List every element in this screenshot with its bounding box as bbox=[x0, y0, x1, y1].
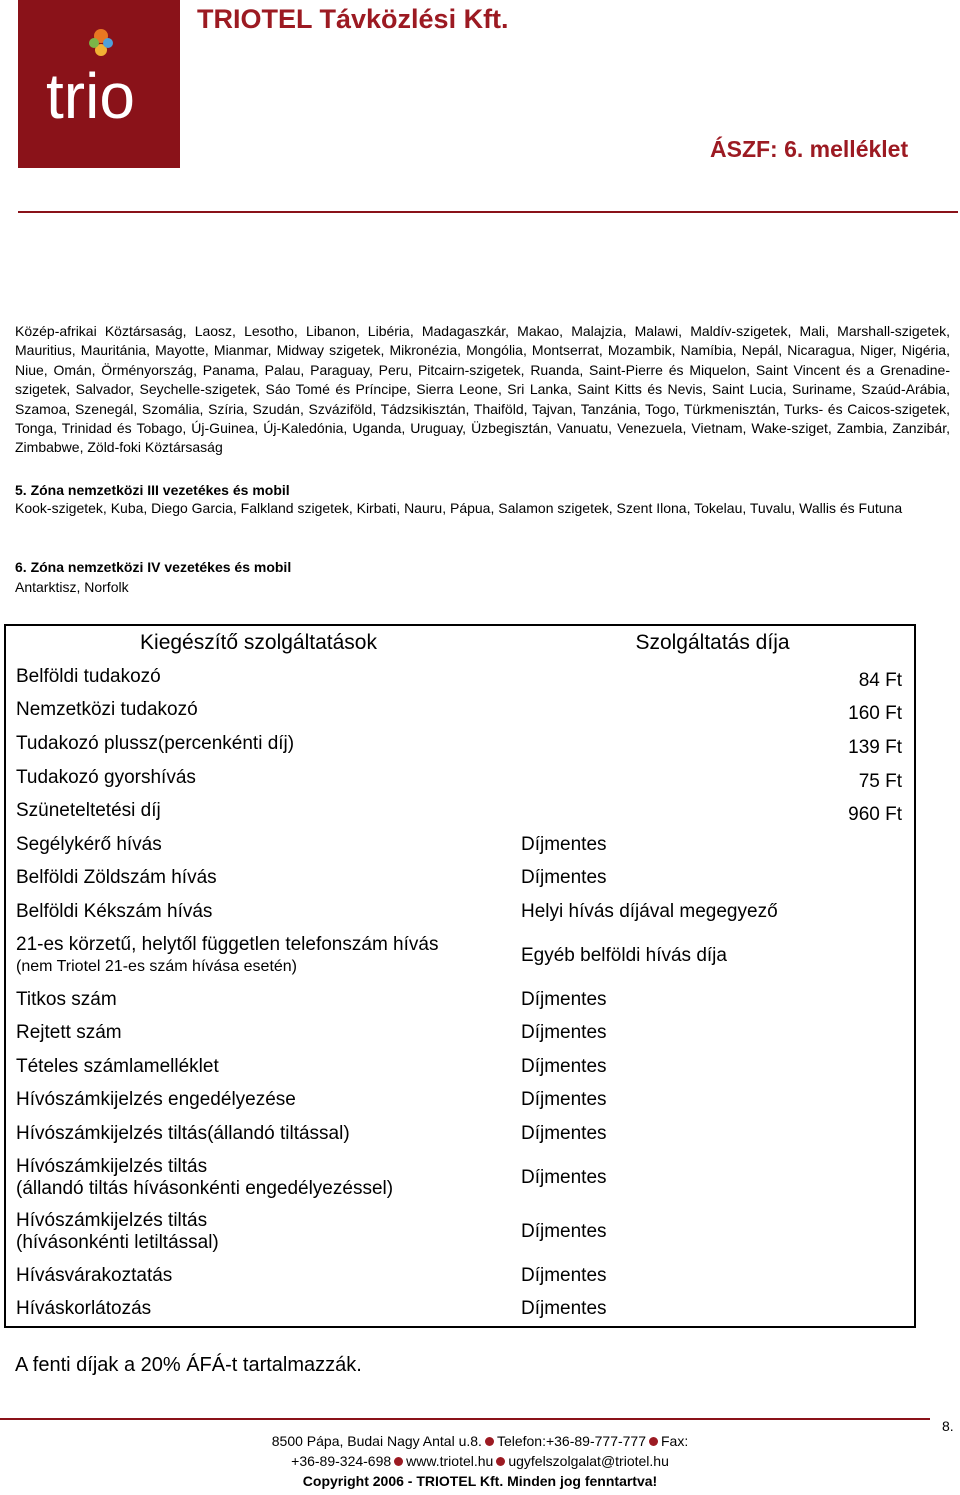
service-fee: 160 Ft bbox=[848, 703, 902, 725]
company-name: TRIOTEL Távközlési Kft. bbox=[197, 4, 509, 34]
service-name: Belföldi Kékszám hívás bbox=[16, 900, 213, 922]
service-name: Titkos szám bbox=[16, 988, 117, 1010]
zone6-title: 6. Zóna nemzetközi IV vezetékes és mobil bbox=[15, 559, 292, 575]
service-name: Tudakozó gyorshívás bbox=[16, 766, 196, 788]
service-name: Segélykérő hívás bbox=[16, 833, 162, 855]
table-row bbox=[5, 1084, 915, 1118]
service-name: Hívásvárakoztatás bbox=[16, 1264, 173, 1286]
column-header-service: Kiegészítő szolgáltatások bbox=[140, 631, 377, 654]
logo-text: trio bbox=[46, 60, 135, 132]
vat-note: A fenti díjak a 20% ÁFÁ-t tartalmazzák. bbox=[15, 1354, 362, 1376]
service-name: Rejtett szám bbox=[16, 1022, 122, 1044]
table-row bbox=[5, 660, 915, 694]
table-row bbox=[5, 895, 915, 929]
service-fee: Helyi hívás díjával megegyező bbox=[521, 900, 778, 922]
service-name-cell bbox=[5, 694, 511, 728]
zone5-title: 5. Zóna nemzetközi III vezetékes és mobil bbox=[15, 482, 290, 498]
service-name: Tudakozó plussz(percenkénti díj) bbox=[16, 732, 295, 754]
table-row bbox=[5, 1205, 915, 1259]
service-name-cell bbox=[5, 761, 511, 795]
table-row bbox=[5, 1259, 915, 1293]
zone4-country-list: Közép-afrikai Köztársaság, Laosz, Lesotho, Libanon, Libéria, Madagaszkár, Makao, Malajzia, Malawi, Maldív-szigetek, Mali, Marshall-szigetek, Mauritius, Mauritánia, Mayotte, Mianmar, Midway szigetek, Mikronézia, Mongólia, Montserrat, Mozambik, Namíbia, Nepál, Nicaragua, Niger, Nigéria, Niue, Omán, Örményország, Panama, Palau, Paraguay, Peru, Pitcairn-szigetek, Ruanda, Saint-Pierre és Miquelon, Saint Vincent és a Grenadine-szigetek, Salvador, Seychelle-szigetek, Sáo Tomé és Príncipe, Sierra Leone, Sri Lanka, Saint Kitts és Nevis, Saint Lucia, Suriname, Szaúd-Arábia, Szamoa, Szenegál, Szomália, Szíria, Szudán, Szváziföld, Tádzsikisztán, Thaiföld, Tajvan, Tanzánia, Togo, Türkmenisztán, Turks- és Caicos-szigetek, Tonga, Trinidad és Tobago, Új-Guinea, Új-Kaledónia, Uganda, Uruguay, Üzbegisztán, Vanuatu, Venezuela, Vietnam, Wake-sziget, Zambia, Zanzibár, Zimbabwe, Zöld-foki Köztársaság bbox=[15, 323, 950, 456]
service-name: Belföldi tudakozó bbox=[16, 665, 161, 687]
table-row bbox=[5, 1016, 915, 1050]
footer bbox=[0, 1431, 960, 1491]
table-row bbox=[5, 1151, 915, 1205]
service-name-cell bbox=[5, 1259, 511, 1293]
footer-divider bbox=[0, 1418, 930, 1420]
service-fee: Díjmentes bbox=[521, 1298, 607, 1320]
table-row bbox=[5, 929, 915, 983]
service-fee: Egyéb belföldi hívás díja bbox=[521, 944, 727, 966]
bullet-icon bbox=[649, 1437, 658, 1446]
service-name: Hívószámkijelzés tiltás bbox=[16, 1155, 208, 1177]
service-name-cell bbox=[5, 1016, 511, 1050]
service-fee: 84 Ft bbox=[858, 669, 902, 691]
service-name-detail: (hívásonkénti letiltással) bbox=[16, 1231, 219, 1253]
service-fee: Díjmentes bbox=[521, 1089, 607, 1111]
service-name-cell bbox=[5, 828, 511, 862]
service-name-cell bbox=[5, 1117, 511, 1151]
bullet-icon bbox=[496, 1457, 505, 1466]
service-name-cell bbox=[5, 660, 511, 694]
service-fee: Díjmentes bbox=[521, 867, 607, 889]
service-name: Szüneteltetési díj bbox=[16, 800, 161, 822]
table-row bbox=[5, 862, 915, 896]
service-fee: Díjmentes bbox=[521, 1220, 607, 1242]
service-name: 21-es körzetű, helytől független telefonszám hívás bbox=[16, 933, 439, 955]
table-row bbox=[5, 694, 915, 728]
table-row bbox=[5, 727, 915, 761]
bullet-icon bbox=[394, 1457, 403, 1466]
table-row bbox=[5, 1292, 915, 1327]
service-name: Tételes számlamelléklet bbox=[16, 1055, 219, 1077]
service-fee: Díjmentes bbox=[521, 1264, 607, 1286]
zone5-country-list: Kook-szigetek, Kuba, Diego Garcia, Falkland szigetek, Kirbati, Nauru, Pápua, Salamon szigetek, Szent Ilona, Tokelau, Tuvalu, Wallis és Futuna bbox=[15, 500, 903, 516]
column-header-fee: Szolgáltatás díja bbox=[635, 631, 790, 654]
service-fee: 139 Ft bbox=[848, 736, 902, 758]
service-name: Hívószámkijelzés tiltás(állandó tiltással) bbox=[16, 1122, 350, 1144]
service-fee: Díjmentes bbox=[521, 1122, 607, 1144]
service-name: Hívószámkijelzés engedélyezése bbox=[16, 1089, 296, 1111]
zone6-country-list: Antarktisz, Norfolk bbox=[15, 579, 129, 595]
service-name-cell bbox=[5, 1292, 511, 1327]
footer-address: 8500 Pápa, Budai Nagy Antal u.8. bbox=[271, 1433, 482, 1449]
footer-copyright: Copyright 2006 - TRIOTEL Kft. Minden jog fenntartva! bbox=[302, 1473, 658, 1489]
service-name-cell bbox=[5, 862, 511, 896]
service-fee: Díjmentes bbox=[521, 988, 607, 1010]
table-header-row bbox=[5, 625, 915, 660]
trio-logo-graphic bbox=[18, 0, 180, 168]
header-divider bbox=[18, 211, 958, 213]
service-fee: Díjmentes bbox=[521, 1166, 607, 1188]
service-fee: 960 Ft bbox=[848, 804, 902, 826]
service-fee: Díjmentes bbox=[521, 1055, 607, 1077]
page-number: 8. bbox=[942, 1418, 954, 1434]
table-row bbox=[5, 983, 915, 1017]
service-name-cell bbox=[5, 1084, 511, 1118]
service-name-cell bbox=[5, 1205, 511, 1259]
service-name: Híváskorlátozás bbox=[16, 1298, 152, 1320]
service-name-cell bbox=[5, 1151, 511, 1205]
service-name: Nemzetközi tudakozó bbox=[16, 699, 198, 721]
service-fee: 75 Ft bbox=[858, 770, 902, 792]
table-row bbox=[5, 761, 915, 795]
footer-fax: +36-89-324-698 bbox=[291, 1453, 392, 1469]
footer-website[interactable]: www.triotel.hu bbox=[406, 1453, 494, 1469]
footer-fax-label: Fax: bbox=[661, 1433, 689, 1449]
service-name-cell bbox=[5, 895, 511, 929]
table-row bbox=[5, 1050, 915, 1084]
service-name-cell bbox=[5, 929, 511, 983]
service-fee: Díjmentes bbox=[521, 833, 607, 855]
company-logo bbox=[18, 0, 180, 168]
supplementary-services-table bbox=[4, 624, 916, 1328]
service-name-detail: (nem Triotel 21-es szám hívása esetén) bbox=[16, 957, 298, 975]
bullet-icon bbox=[485, 1437, 494, 1446]
footer-email[interactable]: ugyfelszolgalat@triotel.hu bbox=[508, 1453, 669, 1469]
service-name-cell bbox=[5, 983, 511, 1017]
annex-title: ÁSZF: 6. melléklet bbox=[710, 136, 909, 162]
table-row bbox=[5, 794, 915, 828]
service-name-cell bbox=[5, 727, 511, 761]
table-row bbox=[5, 1117, 915, 1151]
service-fee: Díjmentes bbox=[521, 1022, 607, 1044]
table-row bbox=[5, 828, 915, 862]
service-name-detail: (állandó tiltás hívásonkénti engedélyezéssel) bbox=[16, 1177, 394, 1199]
footer-phone: Telefon:+36-89-777-777 bbox=[496, 1433, 646, 1449]
service-name: Hívószámkijelzés tiltás bbox=[16, 1209, 208, 1231]
service-name-cell bbox=[5, 794, 511, 828]
service-name-cell bbox=[5, 1050, 511, 1084]
service-name: Belföldi Zöldszám hívás bbox=[16, 867, 217, 889]
